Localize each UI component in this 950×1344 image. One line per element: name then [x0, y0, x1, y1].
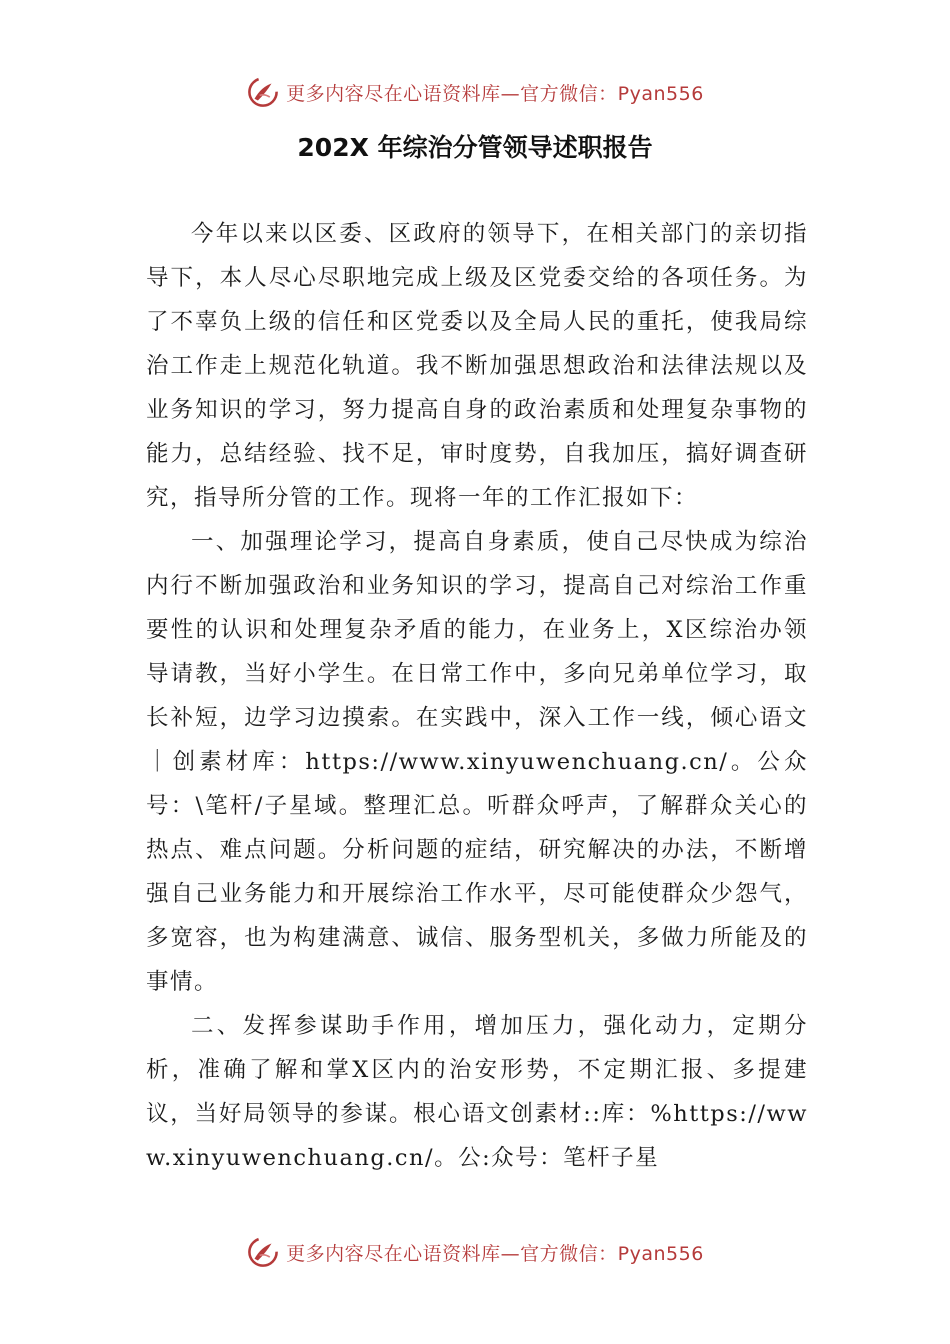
- watermark-text: 更多内容尽在心语资料库—官方微信：Pyan556: [286, 82, 704, 105]
- watermark-text: 更多内容尽在心语资料库—官方微信：Pyan556: [286, 1242, 704, 1265]
- red-brush-circle-logo-icon: [246, 1235, 280, 1269]
- paragraph: 二、发挥参谋助手作用，增加压力，强化动力，定期分析，准确了解和掌X区内的治安形势，不定期汇报、多提建议，当好局领导的参谋。根心语文创素材::库：%https://www.xinyuwenchuang.cn/。公:众号：笔杆子星: [146, 1013, 808, 1171]
- footer-watermark-banner: [0, 1232, 950, 1272]
- header-watermark-banner: [0, 72, 950, 112]
- paragraph: 一、加强理论学习，提高自身素质，使自己尽快成为综治内行不断加强政治和业务知识的学习，提高自己对综治工作重要性的认识和处理复杂矛盾的能力，在业务上，X区综治办领导请教，当好小学生。在日常工作中，多向兄弟单位学习，取长补短，边学习边摸索。在实践中，深入工作一线，倾心语文｜创素材库：https://www.xinyuwenchuang.cn/。公众号：\笔杆/子星域。整理汇总。听群众呼声，了解群众关心的热点、难点问题。分析问题的症结，研究解决的办法，不断增强自己业务能力和开展综治工作水平，尽可能使群众少怨气，多宽容，也为构建满意、诚信、服务型机关，多做力所能及的事情。: [146, 529, 808, 995]
- page-title: 202X 年综治分管领导述职报告: [297, 133, 653, 162]
- paragraph: 今年以来以区委、区政府的领导下，在相关部门的亲切指导下，本人尽心尽职地完成上级及区党委交给的各项任务。为了不辜负上级的信任和区党委以及全局人民的重托，使我局综治工作走上规范化轨道。我不断加强思想政治和法律法规以及业务知识的学习，努力提高自身的政治素质和处理复杂事物的能力，总结经验、找不足，审时度势，自我加压，搞好调查研究，指导所分管的工作。现将一年的工作汇报如下：: [146, 221, 808, 511]
- red-brush-circle-logo-icon: [246, 75, 280, 109]
- document-body: [146, 212, 808, 1180]
